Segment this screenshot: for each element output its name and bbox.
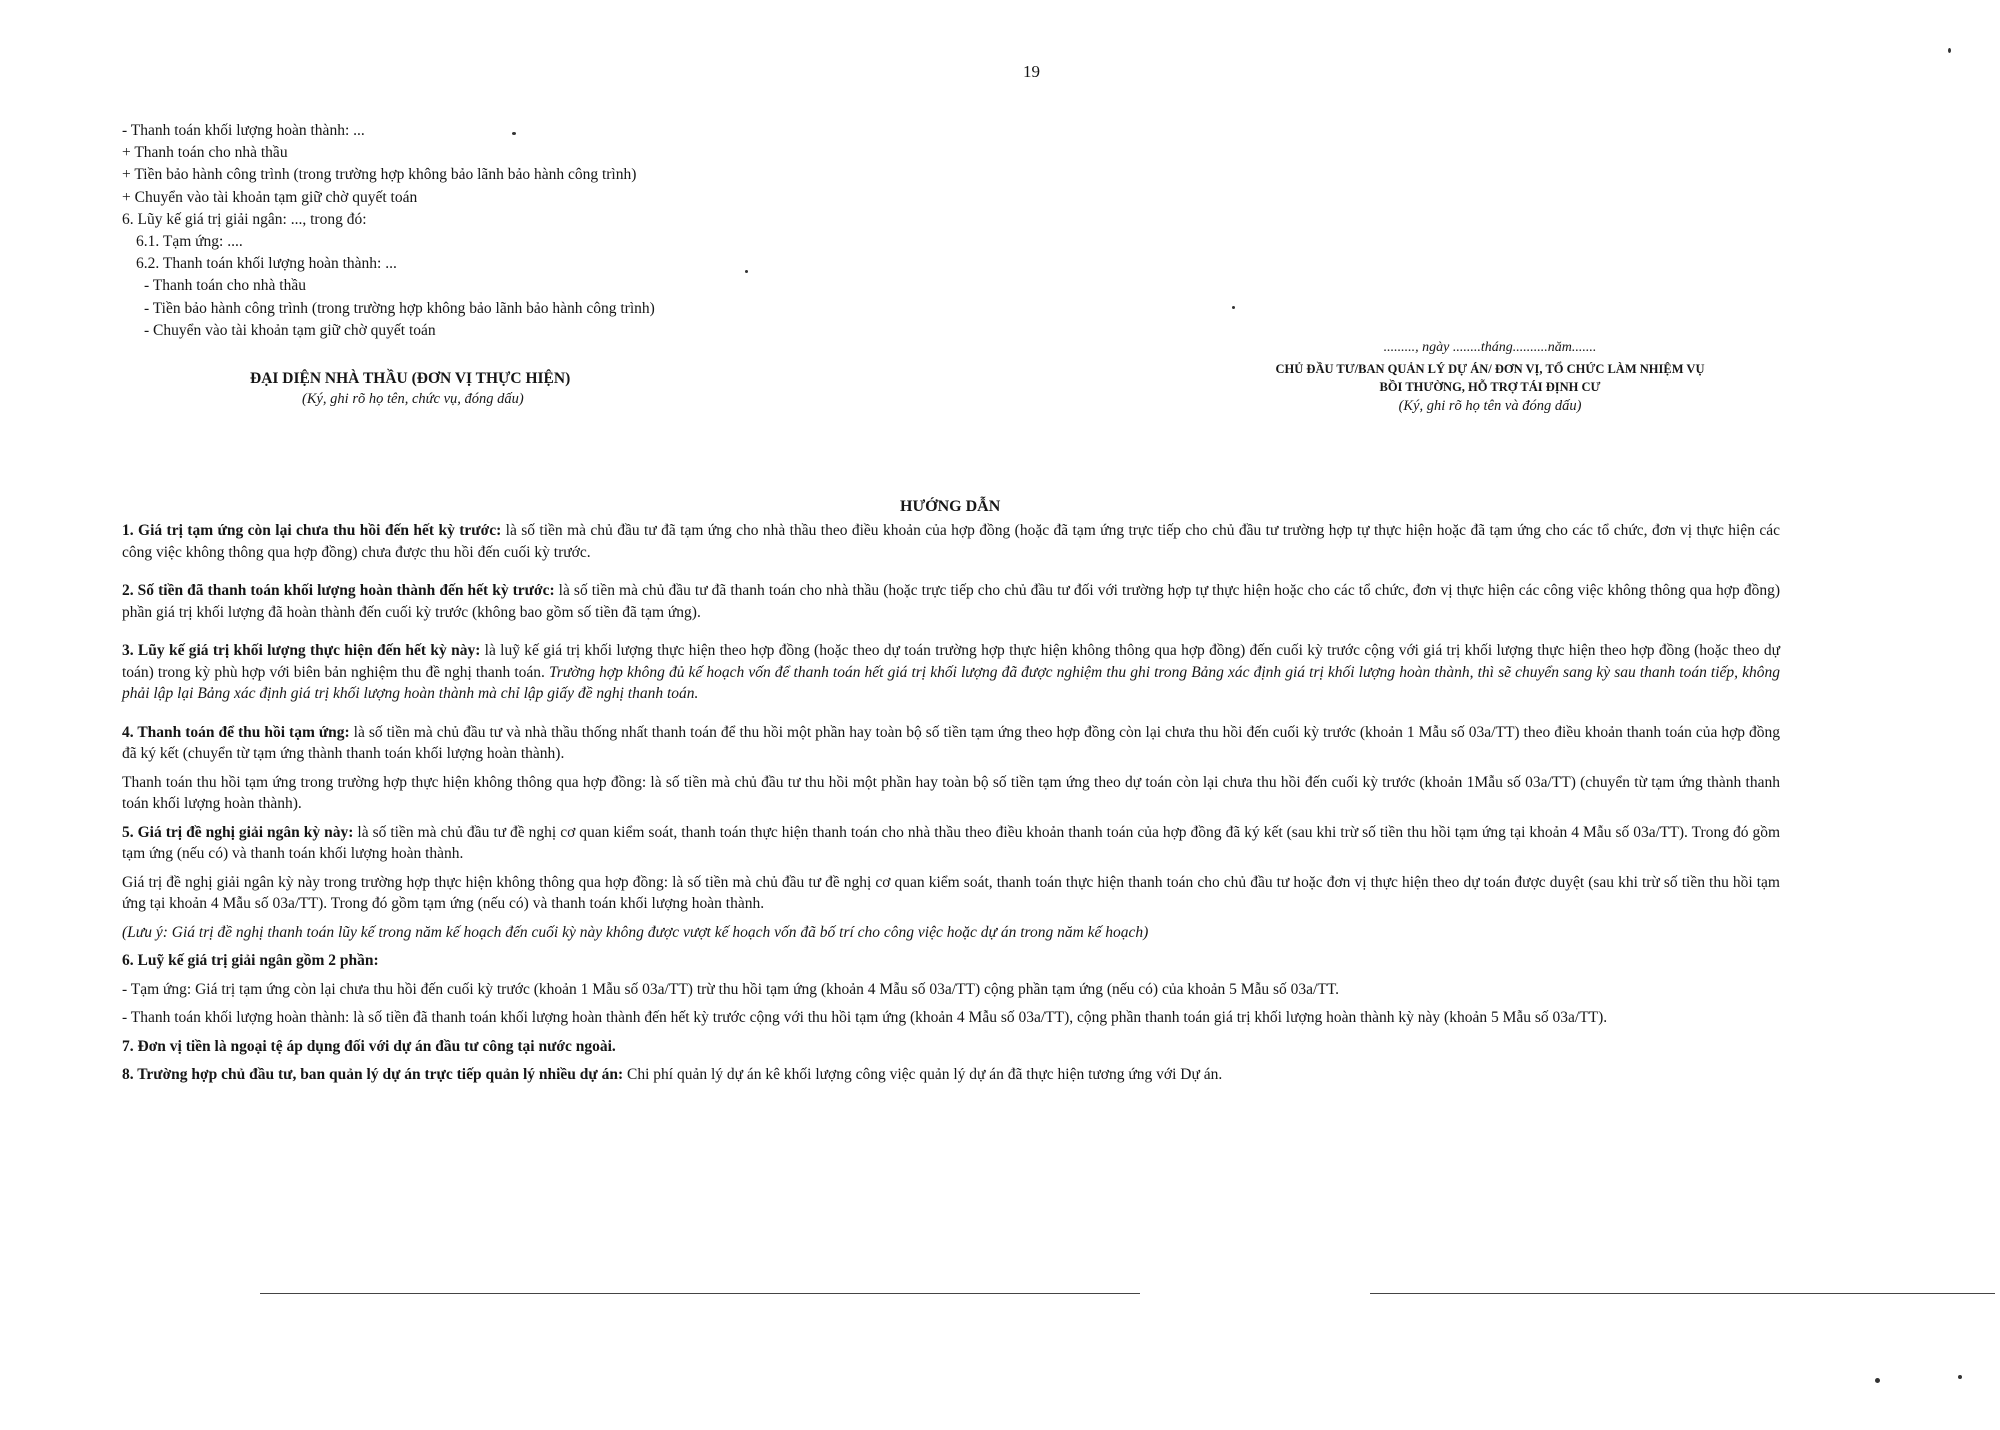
- guide-item-8-text: Chi phí quản lý dự án kê khối lượng công việc quản lý dự án đã thực hiện tương ứng với Dự án.: [623, 1066, 1223, 1083]
- guide-section: [122, 520, 1780, 1086]
- list-item: - Tiền bảo hành công trình (trong trường hợp không bảo lãnh bảo hành công trình): [144, 299, 655, 317]
- footer-rule-left: [260, 1293, 1140, 1294]
- guide-item-4-heading: 4. Thanh toán để thu hồi tạm ứng:: [122, 723, 350, 741]
- list-item: - Chuyển vào tài khoản tạm giữ chờ quyết toán: [144, 321, 436, 339]
- scan-speck: [1948, 48, 1951, 53]
- list-item: - Thanh toán khối lượng hoàn thành: ...: [122, 122, 365, 139]
- guide-heading: HƯỚNG DẪN: [900, 498, 1001, 515]
- guide-item-2-text: là số tiền mà chủ đầu tư đã thanh toán cho nhà thầu (hoặc trực tiếp cho chủ đầu tư đối với trường hợp tự thực hiện hoặc cho các tổ chức, đơn vị thực hiện các công việc không thông qua hợp đồng) phần giá trị khối lượng đã hoàn thành đến cuối kỳ trước (không bao gồm số tiền đã tạm ứng).: [122, 582, 1780, 621]
- guide-item-3-text: là luỹ kế giá trị khối lượng thực hiện theo hợp đồng (hoặc theo dự toán trường hợp thực hiện không thông qua hợp đồng) đến cuối kỳ trước cộng với giá trị khối lượng thực hiện theo hợp đồng (hoặc theo dự toán) trong kỳ phù hợp với biên bản nghiệm thu đề nghị thanh toán.: [122, 642, 1781, 681]
- guide-item-1-text: là số tiền mà chủ đầu tư đã tạm ứng cho nhà thầu theo điều khoản của hợp đồng (hoặc đã tạm ứng trực tiếp cho chủ đầu tư trường hợp tự thực hiện hoặc đã tạm ứng cho các tổ chức, đơn vị thực hiện các công việc không thông qua hợp đồng) chưa được thu hồi đến cuối kỳ trước.: [122, 522, 1780, 561]
- investor-signature-block: [1230, 340, 1750, 415]
- guide-item-5-note: (Lưu ý: Giá trị đề nghị thanh toán lũy kế trong năm kế hoạch đến cuối kỳ này không được vượt kế hoạch vốn đã bố trí cho công việc hoặc dự án trong năm kế hoạch): [122, 923, 1149, 941]
- date-line: ........., ngày ........tháng..........năm.......: [1383, 340, 1597, 355]
- contractor-signature-block: [250, 370, 650, 408]
- guide-item-8-heading: 8. Trường hợp chủ đầu tư, ban quản lý dự án trực tiếp quản lý nhiều dự án:: [122, 1066, 624, 1083]
- guide-item-3-note: Trường hợp không đủ kế hoạch vốn để thanh toán hết giá trị khối lượng đã được nghiệm thu ghi trong Bảng xác định giá trị khối lượng hoàn thành, thì sẽ chuyển sang kỳ sau thanh toán tiếp, không phải lập lại Bảng xác định giá trị khối lượng hoàn thành mà chỉ lập giấy đề nghị thanh toán.: [122, 663, 1780, 702]
- guide-item-7: 7. Đơn vị tiền là ngoại tệ áp dụng đối với dự án đầu tư công tại nước ngoài.: [122, 1037, 616, 1055]
- list-item: 6. Lũy kế giá trị giải ngân: ..., trong đó:: [122, 210, 367, 228]
- guide-item-1-heading: 1. Giá trị tạm ứng còn lại chưa thu hồi đến hết kỳ trước:: [122, 522, 502, 539]
- page-number: 19: [1023, 62, 1040, 81]
- guide-item-2: [122, 580, 1780, 623]
- scan-speck: [745, 270, 748, 273]
- payment-summary-list: [122, 120, 655, 342]
- scan-speck: [1958, 1375, 1962, 1379]
- guide-item-4: [122, 722, 1780, 765]
- guide-item-6b: - Thanh toán khối lượng hoàn thành: là số tiền đã thanh toán khối lượng hoàn thành đến hết kỳ trước cộng với thu hồi tạm ứng (khoản 4 Mẫu số 03a/TT), cộng phần thanh toán giá trị khối lượng hoàn thành kỳ này (khoản 5 Mẫu số 03a/TT).: [122, 1009, 1608, 1026]
- list-item: + Thanh toán cho nhà thầu: [122, 144, 288, 162]
- guide-item-5: [122, 822, 1780, 865]
- contractor-signature-note: (Ký, ghi rõ họ tên, chức vụ, đóng dấu): [302, 391, 524, 407]
- guide-item-3-heading: 3. Lũy kế giá trị khối lượng thực hiện đến hết kỳ này:: [122, 642, 481, 659]
- guide-item-6a: - Tạm ứng: Giá trị tạm ứng còn lại chưa thu hồi đến cuối kỳ trước (khoản 1 Mẫu số 03a/TT) trừ thu hồi tạm ứng (khoản 4 Mẫu số 03a/TT) cộng phần tạm ứng (nếu có) của khoản 5 Mẫu số 03a/TT.: [122, 980, 1340, 998]
- list-item: - Thanh toán cho nhà thầu: [144, 277, 306, 295]
- guide-item-6-heading: 6. Luỹ kế giá trị giải ngân gồm 2 phần:: [122, 952, 379, 969]
- investor-signature-note: (Ký, ghi rõ họ tên và đóng dấu): [1398, 398, 1582, 414]
- investor-title-line-1: CHỦ ĐẦU TƯ/BAN QUẢN LÝ DỰ ÁN/ ĐƠN VỊ, TỔ CHỨC LÀM NHIỆM VỤ: [1275, 362, 1705, 376]
- investor-title-line-2: BỒI THƯỜNG, HỖ TRỢ TÁI ĐỊNH CƯ: [1379, 380, 1601, 394]
- scan-speck: [512, 132, 516, 135]
- guide-item-5-heading: 5. Giá trị đề nghị giải ngân kỳ này:: [122, 823, 354, 841]
- guide-item-4-text: là số tiền mà chủ đầu tư và nhà thầu thống nhất thanh toán để thu hồi một phần hay toàn bộ số tiền tạm ứng theo hợp đồng còn lại chưa thu hồi đến cuối kỳ trước (khoản 1 Mẫu số 03a/TT) theo điều khoản thanh toán của hợp đồng đã ký kết (chuyển từ tạm ứng thành thanh toán khối lượng hoàn thành).: [122, 723, 1781, 762]
- scan-speck: [1232, 306, 1235, 309]
- contractor-signature-title: ĐẠI DIỆN NHÀ THẦU (ĐƠN VỊ THỰC HIỆN): [250, 370, 571, 387]
- list-item: 6.2. Thanh toán khối lượng hoàn thành: ...: [136, 255, 397, 273]
- guide-item-2-heading: 2. Số tiền đã thanh toán khối lượng hoàn thành đến hết kỳ trước:: [122, 582, 555, 599]
- guide-item-3: [122, 640, 1780, 705]
- guide-item-5-extra: Giá trị đề nghị giải ngân kỳ này trong trường hợp thực hiện không thông qua hợp đồng: là số tiền mà chủ đầu tư đề nghị cơ quan kiểm soát, thanh toán thực hiện thanh toán cho chủ đầu tư hoặc đơn vị thực hiện theo dự toán được duyệt (sau khi trừ số tiền thu hồi tạm ứng tại khoản 4 Mẫu số 03a/TT). Trong đó gồm tạm ứng (nếu có) và thanh toán khối lượng hoàn thành.: [122, 873, 1780, 912]
- scan-speck: [1875, 1378, 1880, 1383]
- investor-signature-title: [1230, 360, 1750, 396]
- footer-rule-right: [1370, 1293, 1995, 1294]
- list-item: 6.1. Tạm ứng: ....: [136, 233, 243, 251]
- guide-item-5-text: là số tiền mà chủ đầu tư đề nghị cơ quan kiểm soát, thanh toán thực hiện thanh toán cho nhà thầu theo điều khoản thanh toán của hợp đồng đã ký kết (sau khi trừ số tiền thu hồi tạm ứng tại khoản 4 Mẫu số 03a/TT). Trong đó gồm tạm ứng (nếu có) và thanh toán khối lượng hoàn thành.: [122, 823, 1781, 862]
- list-item: + Tiền bảo hành công trình (trong trường hợp không bảo lãnh bảo hành công trình): [122, 166, 637, 184]
- guide-item-1: [122, 520, 1780, 563]
- guide-item-4-extra: Thanh toán thu hồi tạm ứng trong trường hợp thực hiện không thông qua hợp đồng: là số tiền mà chủ đầu tư thu hồi một phần hay toàn bộ số tiền tạm ứng theo dự toán còn lại chưa thu hồi đến cuối kỳ trước (khoản 1Mẫu số 03a/TT) (chuyển từ tạm ứng thành thanh toán khối lượng hoàn thành).: [122, 773, 1780, 812]
- list-item: + Chuyển vào tài khoản tạm giữ chờ quyết toán: [122, 188, 418, 206]
- guide-item-8: [122, 1064, 1780, 1086]
